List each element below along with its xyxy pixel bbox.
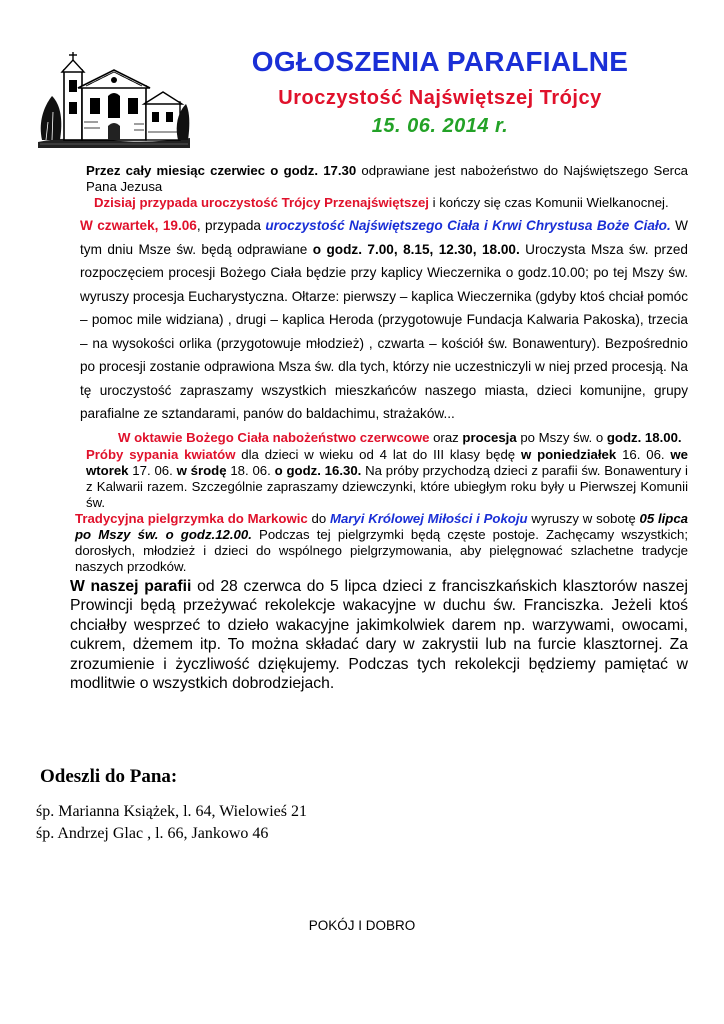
- announcement-june-devotion: Przez cały miesiąc czerwiec o godz. 17.30 odprawiane jest nabożeństwo do Najświętszego Serca Pana Jezusa: [86, 163, 688, 194]
- closing-greeting: POKÓJ I DOBRO: [308, 918, 416, 933]
- feast-subtitle: Uroczystość Najświętszej Trójcy: [278, 87, 602, 109]
- deceased-item: śp. Andrzej Glac , l. 66, Jankowo 46: [36, 825, 269, 842]
- announcement-date: 15. 06. 2014 r.: [371, 115, 509, 137]
- announcement-flower-rehearsal: Próby sypania kwiatów dla dzieci w wieku od 4 lat do III klasy będę w poniedziałek 16. 06. we wtorek 17. 06. w środę 18. 06. o godz. 16.30. Na próby przychodzą dzieci z parafii św. Bonawentury i z Kalwarii razem. Szczególnie zapraszamy dziewczynki, które ubiegłym roku były u Pierwszej Komunii św.: [86, 446, 688, 510]
- announcement-summer-retreat: W naszej parafii od 28 czerwca do 5 lipca dzieci z franciszkańskich klasztorów naszej Prowincji będą przeżywać rekolekcje wakacyjne w duchu św. Franciszka. Jeżeli ktoś chciałby wesprzeć to dzieło wakacyjne jakimkolwiek darem np. warzywami, owocami, cukrem, dżemem itp. To można składać dary w zakrystii lub na furcie klasztornej. Za zrozumienie i życzliwość dziękujemy. Podczas tych rekolekcji będziemy pamiętać w modlitwie o wszystkich dobrodziejach.: [70, 577, 689, 692]
- deceased-heading: Odeszli do Pana:: [40, 766, 178, 787]
- announcements-body: [38, 163, 688, 694]
- announcement-octave: W oktawie Bożego Ciała nabożeństwo czerwcowe oraz procesja po Mszy św. o godz. 18.00.: [118, 429, 682, 445]
- church-illustration: [38, 52, 190, 148]
- announcement-trinity: Dzisiaj przypada uroczystość Trójcy Przenajświętszej i kończy się czas Komunii Wielkanocnej.: [94, 195, 669, 210]
- deceased-item: śp. Marianna Książek, l. 64, Wielowieś 21: [36, 803, 307, 820]
- page-title: OGŁOSZENIA PARAFIALNE: [251, 46, 629, 77]
- announcement-pilgrimage: Tradycyjna pielgrzymka do Markowic do Maryi Królowej Miłości i Pokoju wyruszy w sobotę 05 lipca po Mszy św. o godz.12.00. Podczas tej pielgrzymki będą częste postoje. Zachęcamy wszystkich; dorosłych, młodzież i dzieci do wspólnego pielgrzymowania, aby pielęgnować szlachetne tradycje naszych przodków.: [75, 510, 689, 574]
- announcement-corpus-christi: W czwartek, 19.06, przypada uroczystość Najświętszego Ciała i Krwi Chrystusa Boże Ciało. W tym dniu Msze św. będą odprawiane o godz. 7.00, 8.15, 12.30, 18.00. Uroczysta Msza św. przed rozpoczęciem procesji Bożego Ciała będzie przy kaplicy Wieczernika o godz.10.00; po tej Mszy św. wyruszy procesja Eucharystyczna. Ołtarze: pierwszy – kaplica Wieczernika (gdyby ktoś chciał pomóc – pomoc mile widziana) , drugi – kaplica Heroda (przygotowuje Fundacja Kalwaria Pakoska), trzecia – na wysokości orlika (przygotowuje młodzież) , czwarta – kościół św. Bonawentury). Bezpośrednio po procesji zostanie odprawiona Msza św. dla tych, którzy nie uczestniczyli w niej przed procesją. Na tę uroczystość zapraszamy wszystkich mieszkańców naszego miasta, dzieci komunijne, grupy parafialne ze sztandarami, panów do baldachimu, strażaków...: [80, 218, 688, 421]
